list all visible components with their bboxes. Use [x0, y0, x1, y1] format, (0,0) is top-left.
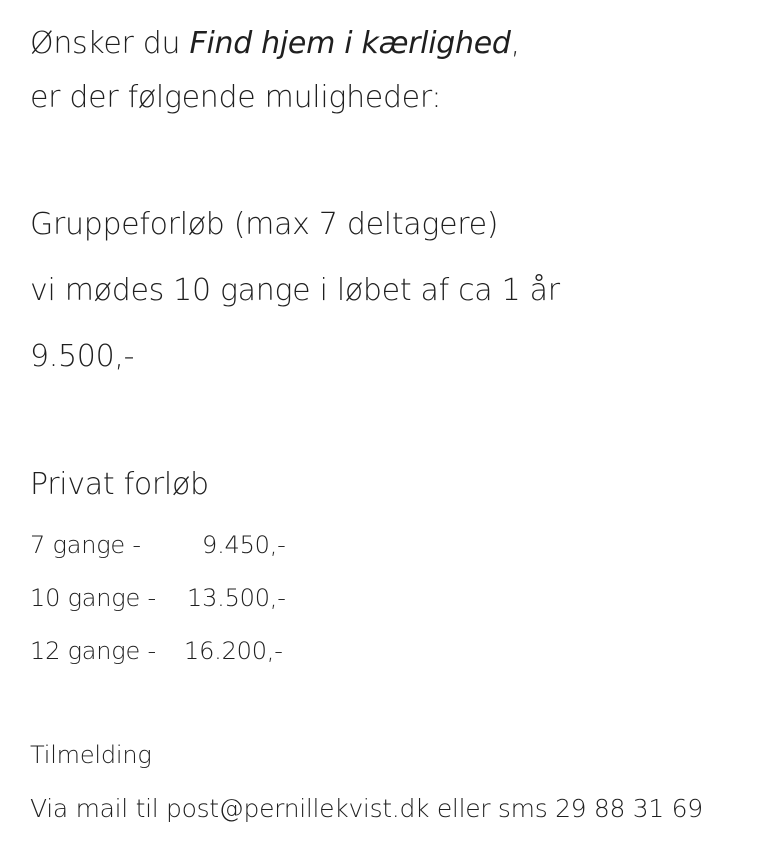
private-heading: Privat forløb	[30, 467, 209, 502]
intro-suffix: ,	[510, 26, 520, 61]
private-option-price: 9.450,-	[202, 531, 286, 559]
group-price: 9.500,-	[30, 339, 135, 374]
private-option-label: 10 gange -	[30, 584, 156, 612]
private-option-row	[30, 584, 286, 612]
signup-contact: Via mail til post@pernillekvist.dk eller sms 29 88 31 69	[30, 794, 703, 823]
private-option-row	[30, 531, 286, 559]
group-description: vi mødes 10 gange i løbet af ca 1 år	[30, 273, 560, 308]
private-option-price: 13.500,-	[187, 584, 286, 612]
intro-line-1	[30, 26, 520, 61]
private-option-label: 7 gange -	[30, 531, 141, 559]
group-heading: Gruppeforløb (max 7 deltagere)	[30, 207, 499, 242]
private-option-label: 12 gange -	[30, 637, 156, 665]
intro-prefix: Ønsker du	[30, 26, 190, 61]
signup-heading: Tilmelding	[30, 741, 152, 769]
intro-line-2: er der følgende muligheder:	[30, 80, 442, 115]
private-option-row	[30, 637, 283, 665]
course-title: Find hjem i kærlighed	[189, 26, 511, 61]
private-option-price: 16.200,-	[184, 637, 283, 665]
